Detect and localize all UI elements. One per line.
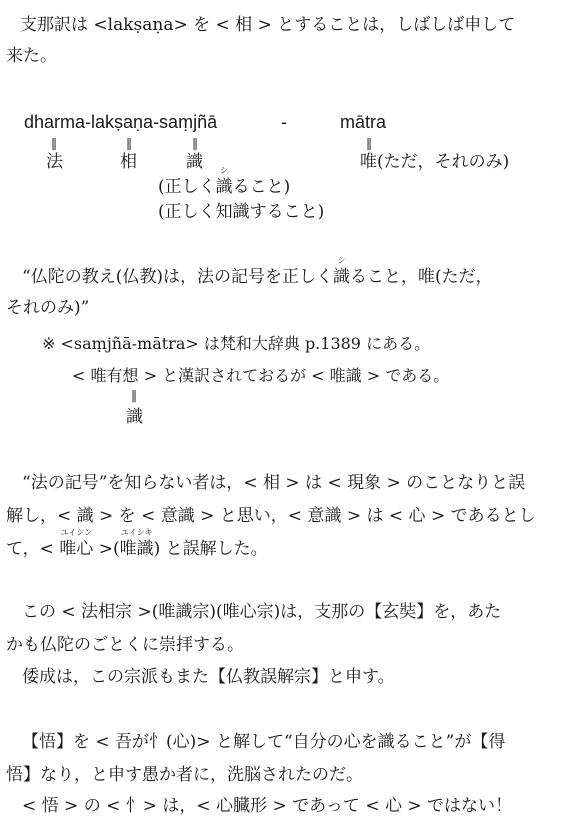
paragraph-2-line-1 xyxy=(22,256,493,288)
paragraph-4-line-3: 倭成は，この宗派もまた【仏教誤解宗】と申す。 xyxy=(22,667,395,687)
sanskrit-term-right: mātra xyxy=(340,112,387,132)
equals-mark-shiki: || xyxy=(192,136,197,150)
equals-mark-hou: || xyxy=(51,136,56,150)
ruby-yuishin xyxy=(59,528,94,560)
ruby-base: 唯識 xyxy=(119,539,154,559)
note-line-2: < 唯有想 > と漢訳されておるが < 唯識 > である。 xyxy=(72,366,450,385)
kanji-shiki: 識 xyxy=(186,152,203,172)
paragraph-2-ruby xyxy=(332,256,350,288)
kanji-yui xyxy=(360,151,509,173)
shiki-gloss-1-b: ること) xyxy=(232,177,291,197)
shiki-gloss-1-ruby xyxy=(215,166,233,198)
ruby-base: 唯心 xyxy=(59,539,94,559)
paragraph-3-line-2: 解し，< 識 > を < 意識 > と思い，< 意識 > は < 心 > であるとし xyxy=(6,506,536,526)
paragraph-4-line-1: この < 法相宗 >(唯識宗)(唯心宗)は，支那の【玄奘】を，あた xyxy=(22,602,502,622)
ruby-base: 識 xyxy=(332,267,350,287)
ruby-reading: シ xyxy=(337,256,346,265)
ruby-yuishiki xyxy=(119,528,154,560)
paragraph-5-line-3: < 悟 > の < 忄> は，< 心臓形 > であって < 心 > ではない！ xyxy=(22,796,513,816)
paragraph-3-line-3-a: て，< xyxy=(6,539,60,559)
ruby-reading: ユイシン xyxy=(60,528,93,537)
paragraph-2-line-2: それのみ)” xyxy=(6,298,90,318)
kanji-hou: 法 xyxy=(46,152,63,172)
ruby-reading: シ xyxy=(220,166,229,175)
ruby-base: 識 xyxy=(215,177,233,197)
shiki-gloss-1-a: (正しく xyxy=(158,177,216,197)
shiki-gloss-2: (正しく知識すること) xyxy=(158,202,325,222)
kanji-sou: 相 xyxy=(120,152,137,172)
paragraph-1-line-2: 来た。 xyxy=(6,46,57,66)
note-equals-mark: || xyxy=(131,388,136,402)
paragraph-4-line-2: かも仏陀のごとくに崇拝する。 xyxy=(6,635,244,655)
sanskrit-term-left: dharma-lakṣaṇa-saṃjñā xyxy=(24,112,218,132)
note-line-1: ※ <saṃjñā-mātra> は梵和大辞典 p.1389 にある。 xyxy=(42,334,431,353)
yui-gloss: (ただ，それのみ) xyxy=(377,152,510,172)
note-kanji-shiki: 識 xyxy=(126,407,143,427)
kanji-yui-char: 唯 xyxy=(360,152,377,172)
paragraph-1-line-1: 支那訳は <lakṣaṇa> を < 相 > とすることは，しばしば申して xyxy=(20,15,516,35)
paragraph-3-line-3-c: ) と誤解した。 xyxy=(153,539,268,559)
paragraph-5-line-1: 【悟】を < 吾が忄(心)> と解して“自分の心を識ること”が【得 xyxy=(22,732,506,752)
ruby-reading: ユイシキ xyxy=(120,528,153,537)
paragraph-3-line-3 xyxy=(6,528,268,560)
equals-mark-yui: || xyxy=(366,136,371,150)
term-dash: - xyxy=(281,112,287,132)
paragraph-5-line-2: 悟】なり，と申す愚か者に，洗脳されたのだ。 xyxy=(6,765,363,785)
paragraph-2-line-1-b: ること，唯(ただ， xyxy=(349,267,493,287)
equals-mark-sou: || xyxy=(126,136,131,150)
paragraph-2-line-1-a: “仏陀の教え(仏教)は，法の記号を正しく xyxy=(22,267,333,287)
paragraph-3-line-1: “法の記号”を知らない者は，< 相 > は < 現象 > のことなりと誤 xyxy=(22,473,526,493)
shiki-gloss-1 xyxy=(158,166,291,198)
paragraph-3-line-3-b: >( xyxy=(93,539,120,559)
